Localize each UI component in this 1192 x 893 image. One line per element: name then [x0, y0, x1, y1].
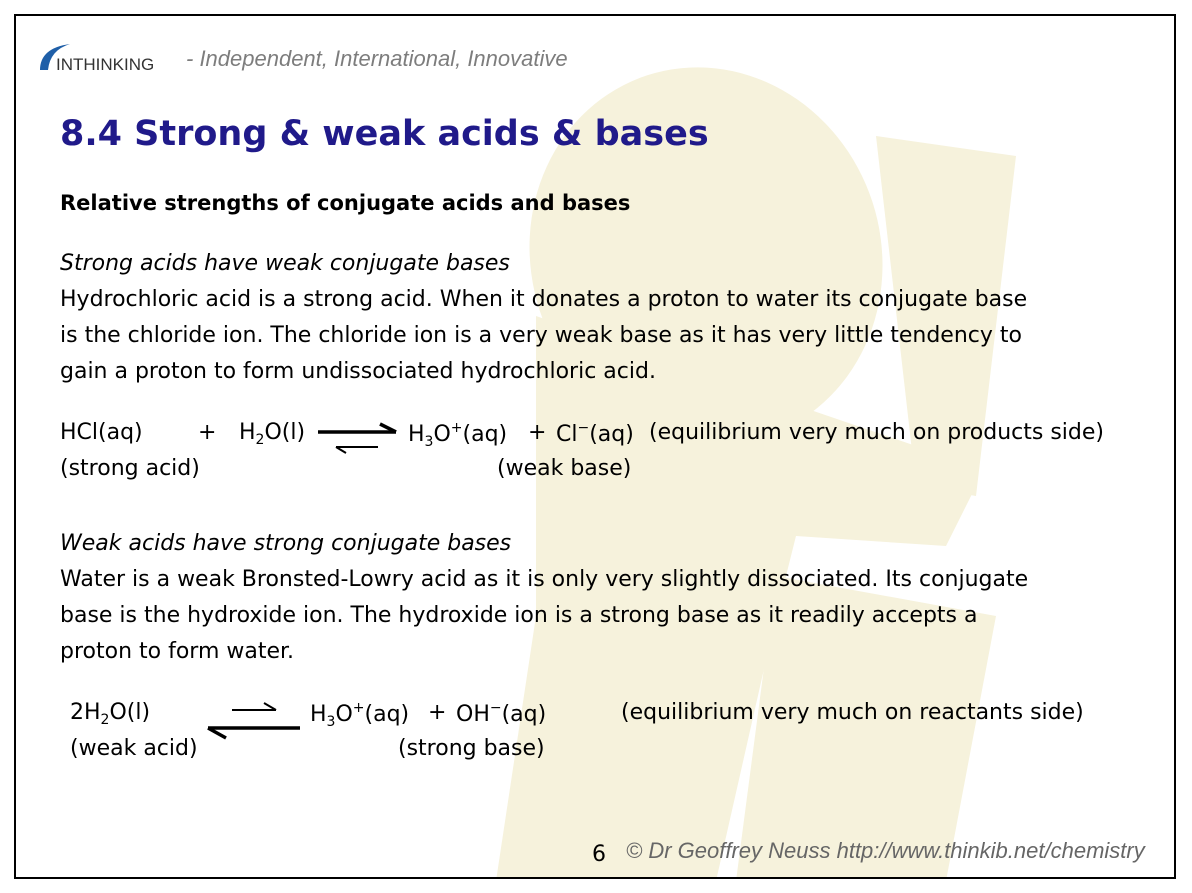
eq1-product-hydronium: $H_3O^+(aq)$: [408, 420, 508, 450]
eq2-label-weak-acid: (weak acid): [70, 736, 198, 761]
section2-heading: Weak acids have strong conjugate bases: [60, 531, 512, 556]
subheading: Relative strengths of conjugate acids and bases: [60, 191, 631, 215]
eq2-product-hydroxide: OH−(aq): [456, 700, 547, 727]
equilibrium-arrow-forward: [316, 421, 402, 455]
tagline: - Independent, International, Innovative: [186, 46, 568, 71]
section1-line-1: Hydrochloric acid is a strong acid. When it donates a proton to water its conjugate base: [60, 287, 1028, 312]
eq2-product-hydronium: $H_3O^+(aq)$: [310, 700, 410, 730]
eq1-note: (equilibrium very much on products side): [649, 420, 1104, 445]
page-title: 8.4 Strong & weak acids & bases: [60, 114, 709, 154]
copyright-credit: © Dr Geoffrey Neuss http://www.thinkib.net/chemistry: [626, 838, 1145, 863]
section2-line-2: base is the hydroxide ion. The hydroxide ion is a strong base as it readily accepts a: [60, 603, 978, 628]
equilibrium-arrow-reverse: [202, 696, 302, 742]
eq1-label-weak-base: (weak base): [497, 456, 632, 481]
section1-heading: Strong acids have weak conjugate bases: [60, 251, 510, 276]
inthinking-logo: [36, 40, 186, 84]
eq1-label-strong-acid: (strong acid): [60, 456, 200, 481]
svg-text:INTHINKING: INTHINKING: [56, 55, 155, 74]
eq1-product-chloride: Cl−(aq): [556, 420, 634, 447]
eq2-reactant-water: $2H_2O(l)$: [70, 700, 151, 728]
section2-line-3: proton to form water.: [60, 639, 295, 664]
page-number: 6: [592, 842, 606, 867]
eq2-label-strong-base: (strong base): [398, 736, 545, 761]
eq1-reactant-hcl: HCl(aq): [60, 420, 143, 445]
eq1-reactant-water: $H_2O(l)$: [239, 420, 306, 448]
eq1-plus-2: +: [528, 420, 547, 445]
slide: [14, 14, 1176, 879]
eq1-plus: +: [198, 420, 217, 445]
section1-line-2: is the chloride ion. The chloride ion is a very weak base as it has very little tendency to: [60, 323, 1022, 348]
section2-line-1: Water is a weak Bronsted-Lowry acid as it is only very slightly dissociated. Its conjugate: [60, 567, 1029, 592]
eq2-note: (equilibrium very much on reactants side): [621, 700, 1084, 725]
section1-line-3: gain a proton to form undissociated hydrochloric acid.: [60, 359, 656, 384]
eq2-plus: +: [428, 700, 447, 725]
